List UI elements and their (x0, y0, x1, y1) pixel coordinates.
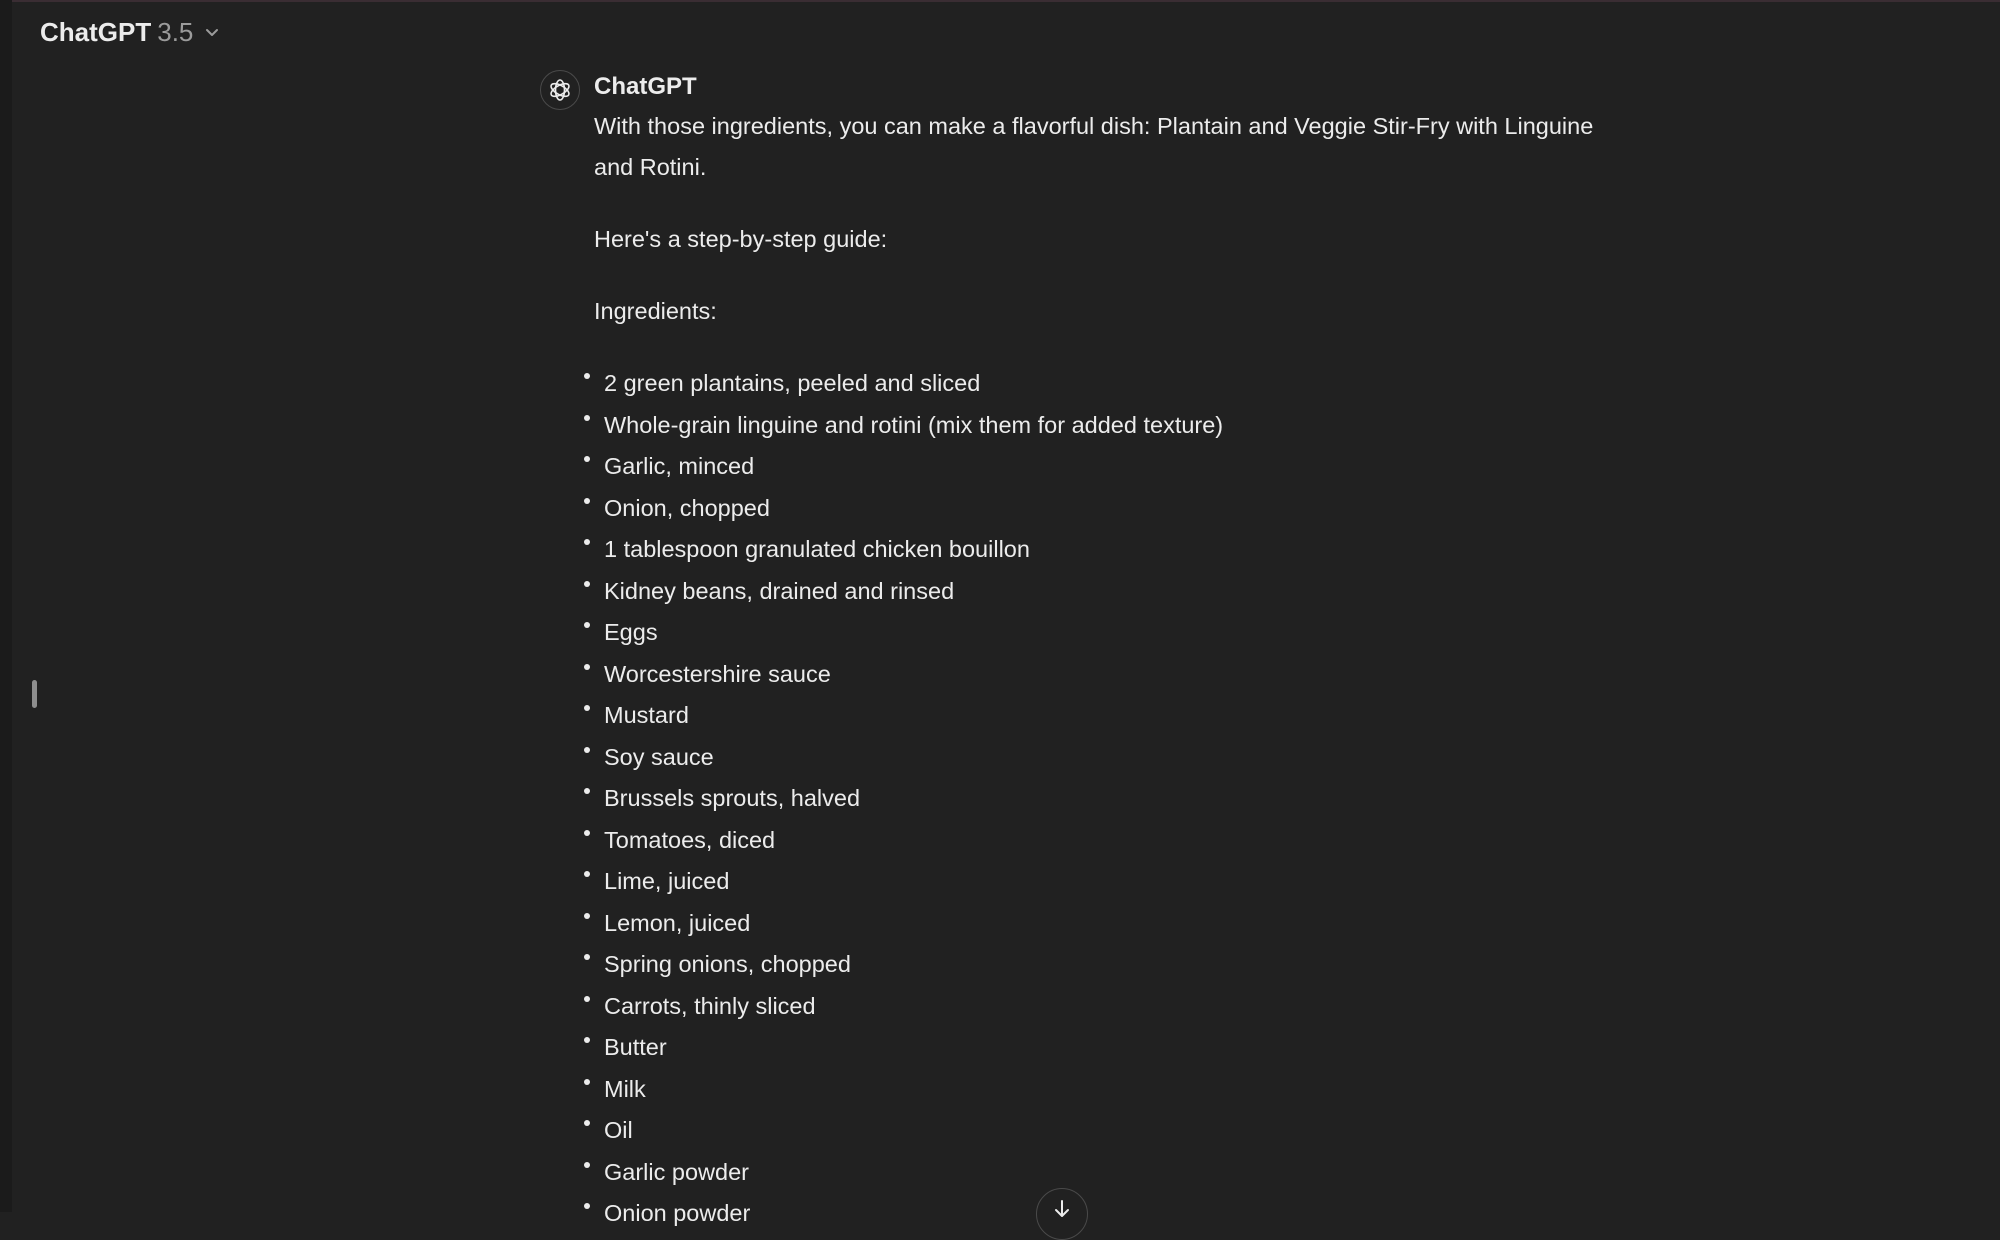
list-item: Onion, chopped (584, 488, 1604, 530)
model-version: 3.5 (157, 16, 194, 47)
message-body (594, 106, 1614, 1235)
top-border (0, 0, 2000, 2)
openai-logo-icon (540, 70, 580, 110)
list-item: Onion powder (584, 1193, 1604, 1235)
ingredients-list (584, 363, 1604, 1235)
list-item: Whole-grain linguine and rotini (mix them for added texture) (584, 405, 1604, 447)
chevron-down-icon (203, 23, 221, 41)
sidebar-edge (0, 0, 12, 1212)
list-item: Milk (584, 1069, 1604, 1111)
list-item: Brussels sprouts, halved (584, 778, 1604, 820)
list-item: Garlic powder (584, 1152, 1604, 1194)
intro-paragraph: With those ingredients, you can make a flavorful dish: Plantain and Veggie Stir-Fry with Linguine and Rotini. (594, 113, 1594, 180)
list-item: Butter (584, 1027, 1604, 1069)
message-author: ChatGPT (594, 73, 697, 100)
model-selector[interactable] (40, 12, 221, 52)
arrow-down-icon (1052, 1199, 1072, 1219)
list-item: Lemon, juiced (584, 903, 1604, 945)
scroll-to-bottom-button[interactable] (1036, 1188, 1088, 1240)
list-item: Lime, juiced (584, 861, 1604, 903)
list-item: Tomatoes, diced (584, 820, 1604, 862)
list-item: Eggs (584, 612, 1604, 654)
list-item: Garlic, minced (584, 446, 1604, 488)
list-item: Worcestershire sauce (584, 654, 1604, 696)
ingredients-heading: Ingredients: (594, 298, 717, 324)
list-item: Carrots, thinly sliced (584, 986, 1604, 1028)
list-item: 1 tablespoon granulated chicken bouillon (584, 529, 1604, 571)
list-item: Kidney beans, drained and rinsed (584, 571, 1604, 613)
list-item: Oil (584, 1110, 1604, 1152)
model-name: ChatGPT (40, 16, 152, 47)
guide-paragraph: Here's a step-by-step guide: (594, 226, 888, 252)
list-item: Mustard (584, 695, 1604, 737)
list-item: Soy sauce (584, 737, 1604, 779)
list-item: Spring onions, chopped (584, 944, 1604, 986)
list-item: 2 green plantains, peeled and sliced (584, 363, 1604, 405)
sidebar-toggle-handle[interactable] (32, 680, 37, 708)
